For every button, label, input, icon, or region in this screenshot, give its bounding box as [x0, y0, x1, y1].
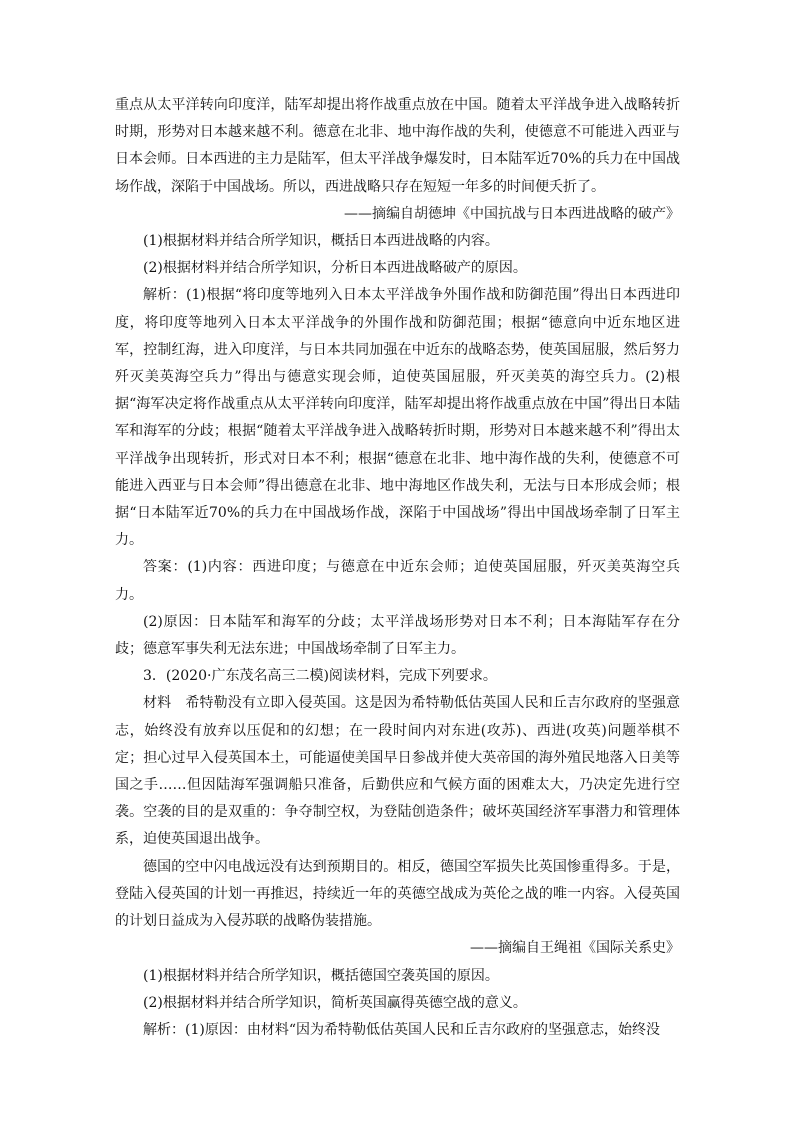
body-paragraph-continued: 重点从太平洋转向印度洋，陆军却提出将作战重点放在中国。随着太平洋战争进入战略转折时期，形势对日本越来越不利。德意在北非、地中海作战的失利，使德意不可能进入西亚与日本会师。日本西进的主力是陆军，但太平洋战争爆发时，日本陆军近70%的兵力在中国战场作战，深陷于中国战场。所以，西进战略只存在短短一年多的时间便夭折了。 [115, 97, 680, 195]
analysis-paragraph: 解析：(1)原因：由材料“因为希特勒低估英国人民和丘吉尔政府的坚强意志，始终没 [143, 1021, 660, 1038]
source-citation: ——摘编自胡德坤《中国抗战与日本西进战略的破产》 [344, 205, 680, 222]
question-item: (1)根据材料并结合所学知识，概括日本西进战略的内容。 [143, 233, 499, 250]
material-paragraph: 德国的空中闪电战远没有达到预期目的。相反，德国空军损失比英国惨重得多。于是，登陆入侵英国的计划一再推迟，持续近一年的英德空战成为英伦之战的唯一内容。入侵英国的计划日益成为入侵苏联的战略伪装措施。 [115, 858, 680, 930]
document-body [115, 92, 680, 1044]
answer-paragraph: 答案：(1)内容：西进印度；与德意在中近东会师；迫使英国屈服，歼灭美英海空兵力。 [115, 559, 680, 603]
answer-paragraph-continued: (2)原因：日本陆军和海军的分歧；太平洋战场形势对日本不利；日本海陆军存在分歧；德意军事失利无法东进；中国战场牵制了日军主力。 [115, 613, 680, 658]
question-item: (2)根据材料并结合所学知识，简析英国赢得英德空战的意义。 [143, 994, 527, 1011]
question-item: (1)根据材料并结合所学知识，概括德国空袭英国的原因。 [143, 967, 499, 984]
material-paragraph: 材料 希特勒没有立即入侵英国。这是因为希特勒低估英国人民和丘吉尔政府的坚强意志，始终没有放弃以压促和的幻想；在一段时间内对东进(攻苏)、西进(攻英)问题举棋不定；担心过早入侵英国本土，可能逼使美国早日参战并使大英帝国的海外殖民地落入日美等国之手……但因陆海军强调船只准备，后勤供应和气候方面的困难太大，乃决定先进行空袭。空袭的目的是双重的：争夺制空权，为登陆创造条件；破坏英国经济军事潜力和管理体系，迫使英国退出战争。 [115, 695, 680, 848]
question-header: 3．(2020·广东茂名高三二模)阅读材料，完成下列要求。 [143, 668, 497, 685]
analysis-paragraph: 解析：(1)根据“将印度等地列入日本太平洋战争外围作战和防御范围”得出日本西进印度，将印度等地列入日本太平洋战争的外围作战和防御范围；根据“德意向中近东地区进军，控制红海，进入印度洋，与日本共同加强在中近东的战略态势，使英国屈服，然后努力歼灭美英海空兵力”得出与德意实现会师，迫使英国屈服，歼灭美英的海空兵力。(2)根据“海军决定将作战重点从太平洋转向印度洋，陆军却提出将作战重点放在中国”得出日本陆军和海军的分歧；根据“随着太平洋战争进入战略转折时期，形势对日本越来越不利”得出太平洋战争出现转折，形式对日本不利；根据“德意在北非、地中海作战的失利，使德意不可能进入西亚与日本会师”得出德意在北非、地中海地区作战失利，无法与日本形成会师；根据“日本陆军近70%的兵力在中国战场作战，深陷于中国战场”得出中国战场牵制了日军主力。 [115, 287, 680, 549]
source-citation: ——摘编自王绳祖《国际关系史》 [470, 940, 680, 957]
question-item: (2)根据材料并结合所学知识，分析日本西进战略破产的原因。 [143, 260, 527, 277]
